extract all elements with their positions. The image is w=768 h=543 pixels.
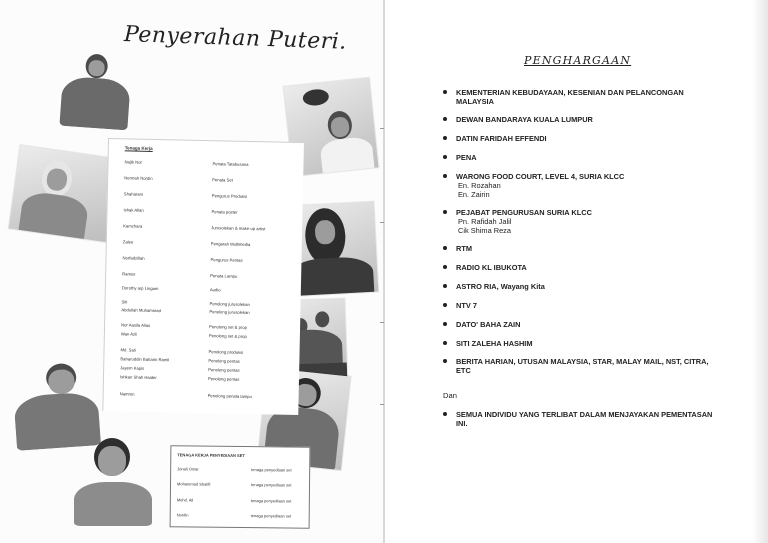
- bullet-icon: [443, 90, 447, 94]
- crew-role: Penata Lampu: [210, 273, 238, 279]
- crew-name: Dorothy a/p Lingam: [121, 285, 159, 292]
- margin-mark: [380, 128, 384, 129]
- set-crew-row: [177, 466, 303, 473]
- crew-row: [121, 299, 302, 308]
- crew-photo: [41, 49, 146, 132]
- crew-role: Penata poster: [211, 209, 238, 215]
- list-item-text: SEMUA INDIVIDU YANG TERLIBAT DALAM MENJAYAKAN PEMENTASAN INI.: [456, 410, 713, 429]
- list-item-text: PEJABAT PENGURUSAN SURIA KLCC: [456, 208, 592, 217]
- crew-role: Jurusolekan & make-up artist: [211, 225, 266, 232]
- crew-row: [122, 239, 303, 248]
- margin-mark: [380, 222, 384, 223]
- crew-name: Normah Nordin: [124, 175, 153, 181]
- page-fold: [383, 0, 385, 543]
- list-item-text: DATIN FARIDAH EFFENDI: [456, 134, 547, 143]
- set-crew-role: tenaga penyediaan set: [250, 482, 292, 488]
- crew-role: Penata Tatabusana: [212, 161, 249, 167]
- crew-row: [122, 271, 302, 279]
- bullet-icon: [443, 155, 447, 159]
- crew-role: Penolong produksi: [208, 349, 244, 355]
- crew-role: Penata Set: [212, 177, 233, 183]
- set-crew-row: [176, 497, 303, 504]
- list-item-text: DATO' BAHA ZAIN: [456, 320, 521, 329]
- set-crew-row: [177, 481, 303, 488]
- contact-name: Pn. Rafidah Jalil: [458, 217, 512, 227]
- crew-list-card: [102, 138, 304, 415]
- crew-name: Namron: [119, 391, 135, 397]
- page-edge: [752, 0, 768, 543]
- set-crew-row: [176, 512, 303, 519]
- crew-role: Audio: [209, 287, 221, 293]
- crew-row: [120, 347, 301, 355]
- crew-name: Ishkan Shah Haider: [119, 374, 157, 381]
- contact-name: En. Rozahan: [458, 181, 501, 191]
- bullet-icon: [443, 412, 447, 416]
- crew-name: Siti: [121, 299, 128, 305]
- bullet-icon: [443, 210, 447, 214]
- crew-role: Penolong pentas: [208, 358, 240, 364]
- set-crew-name: Nordin: [176, 512, 189, 518]
- bullet-icon: [443, 322, 447, 326]
- list-item-text: RADIO KL IBUKOTA: [456, 263, 527, 272]
- crew-name: Wan Azli: [120, 331, 138, 337]
- contact-name: En. Zairin: [458, 190, 490, 200]
- list-item-text: KEMENTERIAN KEBUDAYAAN, KESENIAN DAN PELANCONGAN MALAYSIA: [456, 88, 684, 107]
- list-item-text: RTM: [456, 244, 473, 253]
- bullet-icon: [443, 341, 447, 345]
- bullet-icon: [443, 303, 447, 307]
- crew-row: [121, 322, 301, 330]
- crew-row: [120, 365, 300, 373]
- set-crew-role: tenaga penyediaan set: [250, 513, 292, 519]
- crew-name: Shaharani: [123, 191, 143, 197]
- margin-mark: [380, 404, 384, 405]
- acknowledgements-heading: PENGHARGAAN: [524, 54, 632, 67]
- crew-row: [121, 285, 302, 293]
- crew-name: Zalee: [122, 239, 134, 245]
- crew-role: Penolong set & prop: [209, 324, 248, 330]
- crew-role: Pengarah Multimedia: [210, 241, 251, 248]
- crew-role: Penolong jurusolekan: [209, 309, 250, 316]
- crew-name: Kamchara: [123, 223, 143, 229]
- bullet-icon: [443, 246, 447, 250]
- crew-name: Ishak Allan: [123, 207, 144, 213]
- crew-role: Pengurus Produksi: [211, 193, 248, 199]
- crew-row: [119, 391, 300, 400]
- bullet-icon: [443, 174, 447, 178]
- set-crew-role: tenaga penyediaan set: [251, 467, 292, 473]
- set-crew-card: [170, 445, 311, 528]
- crew-role: Pengurus Pentas: [210, 257, 243, 263]
- crew-photo: [70, 438, 156, 526]
- crew-row: [124, 159, 305, 167]
- list-item-text: ASTRO RIA, Wayang Kita: [456, 282, 545, 291]
- crew-name: Md. Sali: [120, 347, 136, 353]
- set-crew-name: Mohd. Ali: [176, 497, 194, 503]
- crew-row: [120, 331, 301, 339]
- bullet-icon: [443, 284, 447, 288]
- set-crew-role: tenaga penyediaan set: [250, 498, 292, 504]
- dan-label: Dan: [443, 391, 457, 400]
- margin-mark: [380, 322, 384, 323]
- set-crew-name: Jonali Omar: [177, 466, 199, 472]
- list-item-text: DEWAN BANDARAYA KUALA LUMPUR: [456, 115, 593, 124]
- crew-role: Penolong set & prop: [208, 333, 247, 339]
- crew-role: Penolong pentas: [207, 376, 240, 382]
- bullet-icon: [443, 359, 447, 363]
- crew-name: Nor Aasila Alias: [121, 322, 151, 328]
- list-item-text: BERITA HARIAN, UTUSAN MALAYSIA, STAR, MALAY MAIL, NST, CITRA, ETC: [456, 357, 709, 376]
- contact-name: Cik Shima Reza: [458, 226, 511, 236]
- set-crew-header: TENAGA KERJA PENYEDIAAN SET: [177, 452, 245, 459]
- crew-name: Najib Nor: [124, 159, 143, 165]
- list-item-text: NTV 7: [456, 301, 477, 310]
- crew-row: [123, 191, 304, 199]
- crew-row: [121, 307, 301, 316]
- list-item-text: WARONG FOOD COURT, LEVEL 4, SURIA KLCC: [456, 172, 625, 181]
- crew-photo: [11, 357, 103, 451]
- crew-row: [124, 175, 304, 183]
- page-title: Penyerahan Puteri.: [123, 22, 348, 55]
- crew-role: Penolong pentas: [208, 367, 240, 373]
- crew-row: [123, 223, 303, 232]
- crew-name: Baharuddin Baharin Ramli: [120, 356, 170, 363]
- bullet-icon: [443, 265, 447, 269]
- crew-name: Ramos: [122, 271, 136, 277]
- crew-row: [119, 374, 300, 382]
- crew-role: Penolong jurusolekan: [209, 301, 250, 308]
- bullet-icon: [443, 136, 447, 140]
- crew-list-header: Tenaga Kerja: [124, 145, 153, 151]
- set-crew-name: Mohammad Shatifi: [177, 481, 211, 487]
- crew-row: [123, 207, 304, 215]
- crew-name: Norfadzillah: [122, 255, 145, 261]
- list-item-text: PENA: [456, 153, 477, 162]
- crew-role: Penolong penata lampu: [207, 393, 252, 400]
- bullet-icon: [443, 117, 447, 121]
- crew-name: Abdullah Muhammad: [121, 307, 162, 314]
- crew-row: [122, 255, 303, 263]
- crew-row: [120, 356, 300, 364]
- list-item-text: SITI ZALEHA HASHIM: [456, 339, 533, 348]
- crew-name: Jayem Kapis: [120, 365, 145, 371]
